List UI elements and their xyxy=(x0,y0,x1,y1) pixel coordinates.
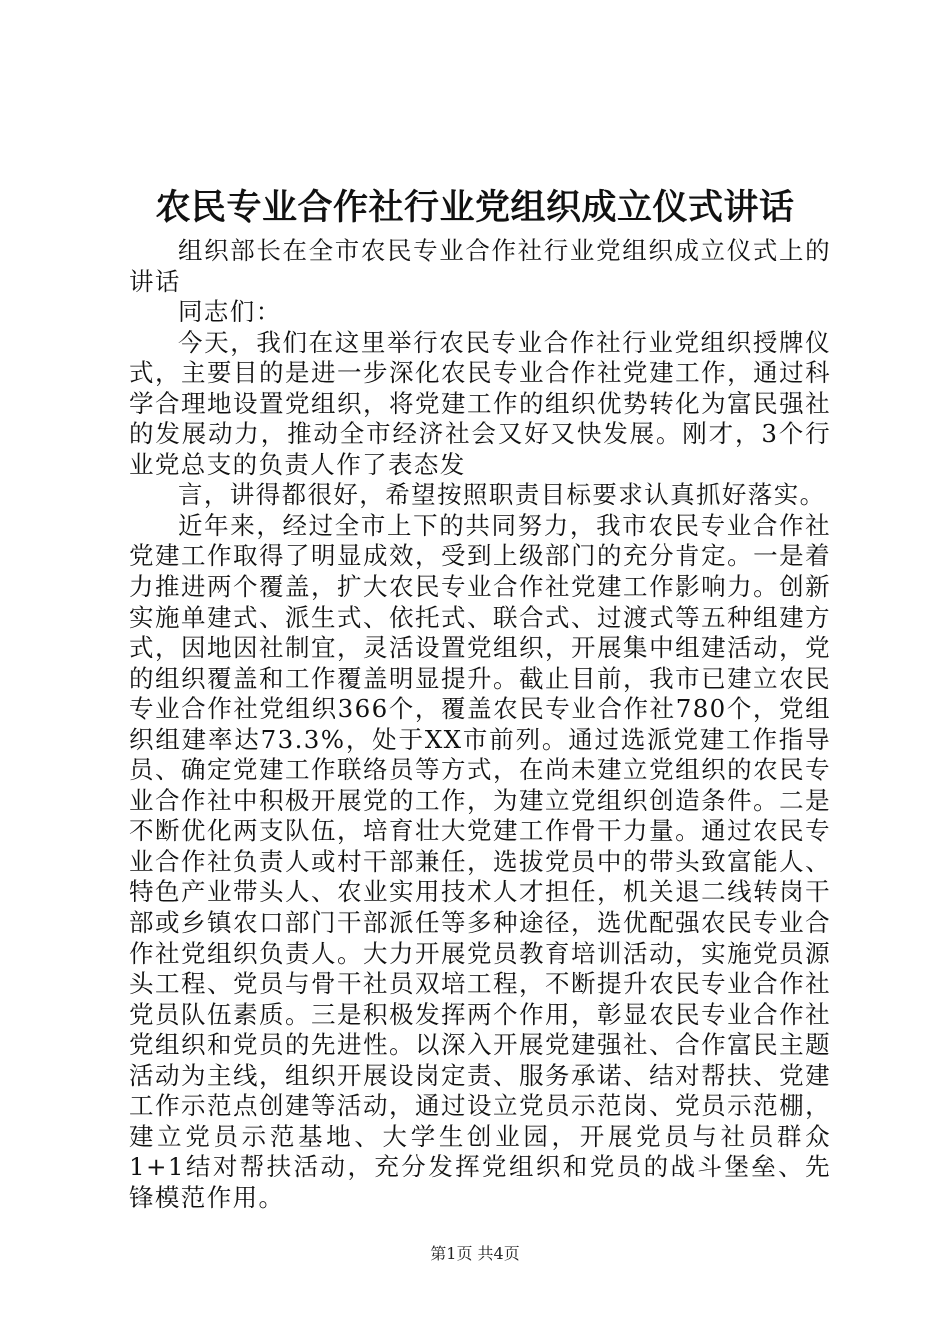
document-title: 农民专业合作社行业党组织成立仪式讲话 xyxy=(155,187,795,228)
salutation-paragraph: 同志们： xyxy=(178,297,282,327)
body-paragraph: 近年来，经过全市上下的共同努力，我市农民专业合作社党建工作取得了明显成效，受到上级部门的充分肯定。一是着力推进两个覆盖，扩大农民专业合作社党建工作影响力。创新实施单建式、派生式、依托式、联合式、过渡式等五种组建方式，因地因社制宜，灵活设置党组织，开展集中组建活动，党的组织覆盖和工作覆盖明显提升。截止目前，我市已建立农民专业合作社党组织366个，覆盖农民专业合作社780个，党组织组建率达73.3%，处于XX市前列。通过选派党建工作指导员、确定党建工作联络员等方式，在尚未建立党组织的农民专业合作社中积极开展党的工作，为建立党组织创造条件。二是不断优化两支队伍，培育壮大党建工作骨干力量。通过农民专业合作社负责人或村干部兼任，选拔党员中的带头致富能人、特色产业带头人、农业实用技术人才担任，机关退二线转岗干部或乡镇农口部门干部派任等多种途径，选优配强农民专业合作社党组织负责人。大力开展党员教育培训活动，实施党员源头工程、党员与骨干社员双培工程，不断提升农民专业合作社党员队伍素质。三是积极发挥两个作用，彰显农民专业合作社党组织和党员的先进性。以深入开展党建强社、合作富民主题活动为主线，组织开展设岗定责、服务承诺、结对帮扶、党建工作示范点创建等活动，通过设立党员示范岗、党员示范棚，建立党员示范基地、大学生创业园，开展党员与社员群众1+1结对帮扶活动，充分发挥党组织和党员的战斗堡垒、先锋模范作用。 xyxy=(129,510,831,1212)
page-footer: 第1页 共4页 xyxy=(430,1244,520,1263)
body-paragraph: 今天，我们在这里举行农民专业合作社行业党组织授牌仪式，主要目的是进一步深化农民专业合作社党建工作，通过科学合理地设置党组织，将党建工作的组织优势转化为富民强社的发展动力，推动全市经济社会又好又快发展。刚才，3个行业党总支的负责人作了表态发 xyxy=(129,327,831,479)
document-body xyxy=(129,236,831,1214)
body-paragraph: 言，讲得都很好，希望按照职责目标要求认真抓好落实。 xyxy=(178,480,826,510)
subtitle-paragraph: 组织部长在全市农民专业合作社行业党组织成立仪式上的讲话 xyxy=(129,236,831,296)
